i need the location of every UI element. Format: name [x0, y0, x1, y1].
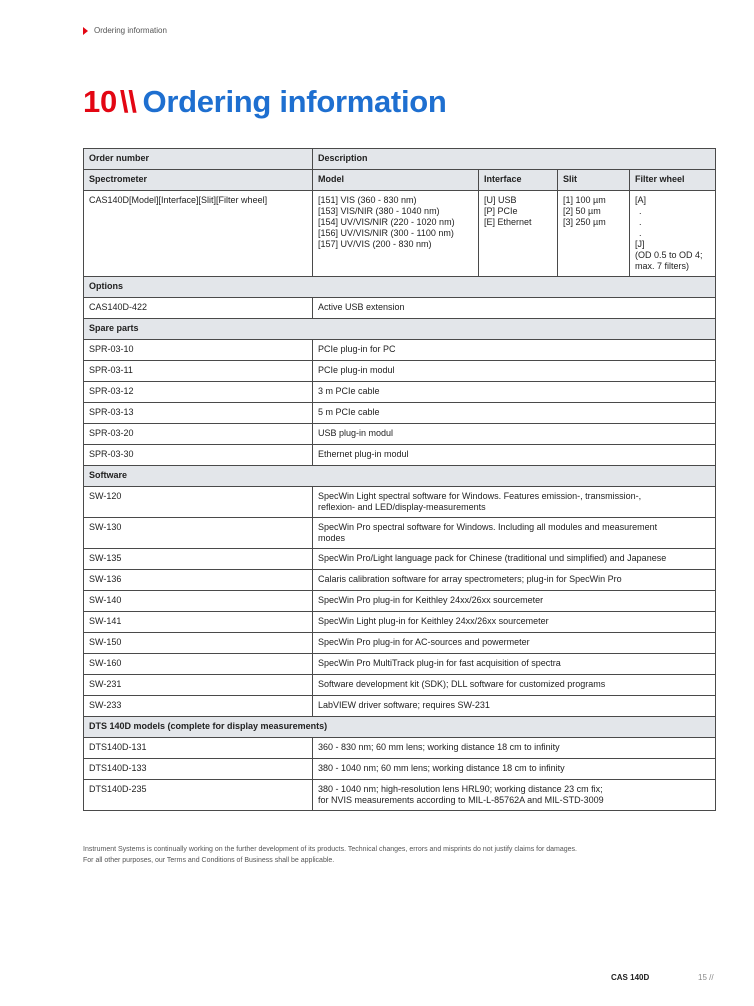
- order-code: SPR-03-12: [84, 382, 313, 403]
- description-line: reflexion- and LED/display-measurements: [318, 502, 486, 512]
- table-row: [84, 570, 716, 591]
- section-header-options: [84, 277, 716, 298]
- header-interface: Interface: [479, 170, 558, 191]
- order-description: [313, 780, 716, 811]
- table-row: [84, 298, 716, 319]
- order-code: SW-141: [84, 612, 313, 633]
- header-description: Description: [313, 149, 716, 170]
- model-item: [157] UV/VIS (200 - 830 nm): [318, 239, 432, 249]
- table-row: [84, 591, 716, 612]
- header-slit: Slit: [558, 170, 630, 191]
- filter-item: .: [639, 217, 642, 227]
- order-code: SW-160: [84, 654, 313, 675]
- table-row: [84, 487, 716, 518]
- order-description: Ethernet plug-in modul: [313, 445, 716, 466]
- order-code: DTS140D-131: [84, 738, 313, 759]
- interface-item: [U] USB: [484, 195, 517, 205]
- header-row: [84, 149, 716, 170]
- order-description: SpecWin Pro/Light language pack for Chinese (traditional und simplified) and Japanese: [313, 549, 716, 570]
- order-code: SW-150: [84, 633, 313, 654]
- model-item: [154] UV/VIS/NIR (220 - 1020 nm): [318, 217, 455, 227]
- table-row: [84, 361, 716, 382]
- footnote-line: Instrument Systems is continually working on the further development of its products. Technical changes, errors and misprints do not justify claims for damages.: [83, 846, 577, 853]
- table-row: [84, 382, 716, 403]
- order-code: SPR-03-20: [84, 424, 313, 445]
- footnote: [83, 844, 723, 866]
- order-description: Calaris calibration software for array spectrometers; plug-in for SpecWin Pro: [313, 570, 716, 591]
- table-row: [84, 675, 716, 696]
- order-description: PCIe plug-in for PC: [313, 340, 716, 361]
- breadcrumb-label: Ordering information: [94, 26, 167, 35]
- order-code: SPR-03-30: [84, 445, 313, 466]
- page-title: [83, 84, 447, 120]
- filter-wheel-list: [630, 191, 716, 277]
- order-description: [313, 487, 716, 518]
- order-description: 5 m PCIe cable: [313, 403, 716, 424]
- order-code: SW-140: [84, 591, 313, 612]
- order-code: CAS140D-422: [84, 298, 313, 319]
- order-description: SpecWin Pro MultiTrack plug-in for fast acquisition of spectra: [313, 654, 716, 675]
- filter-item: .: [639, 206, 642, 216]
- footer-product-name: CAS 140D: [611, 973, 650, 982]
- section-separator: \\: [119, 84, 137, 119]
- model-item: [153] VIS/NIR (380 - 1040 nm): [318, 206, 440, 216]
- order-description: 360 - 830 nm; 60 mm lens; working distance 18 cm to infinity: [313, 738, 716, 759]
- slit-list: [558, 191, 630, 277]
- order-description: Active USB extension: [313, 298, 716, 319]
- order-description: 380 - 1040 nm; 60 mm lens; working distance 18 cm to infinity: [313, 759, 716, 780]
- order-code: SW-135: [84, 549, 313, 570]
- section-number: 10: [83, 84, 117, 119]
- order-description: SpecWin Light plug-in for Keithley 24xx/26xx sourcemeter: [313, 612, 716, 633]
- description-line: modes: [318, 533, 346, 543]
- triangle-right-icon: [83, 27, 88, 35]
- table-row: [84, 633, 716, 654]
- table-row: [84, 445, 716, 466]
- order-code: DTS140D-235: [84, 780, 313, 811]
- section-header-spare-parts: [84, 319, 716, 340]
- footnote-line: For all other purposes, our Terms and Conditions of Business shall be applicable.: [83, 857, 335, 864]
- order-code: SW-120: [84, 487, 313, 518]
- filter-item: max. 7 filters): [635, 261, 690, 271]
- interface-item: [P] PCIe: [484, 206, 518, 216]
- description-line: SpecWin Pro spectral software for Windows. Including all modules and measurement: [318, 522, 658, 532]
- order-code: DTS140D-133: [84, 759, 313, 780]
- order-description: SpecWin Pro plug-in for AC-sources and powermeter: [313, 633, 716, 654]
- header-spectrometer: Spectrometer: [84, 170, 313, 191]
- filter-item: [A]: [635, 195, 647, 205]
- table-row: [84, 403, 716, 424]
- order-code: SW-231: [84, 675, 313, 696]
- section-title: Ordering information: [142, 84, 447, 119]
- section-title-options: Options: [84, 277, 716, 298]
- model-list: [313, 191, 479, 277]
- order-code: SPR-03-11: [84, 361, 313, 382]
- interface-item: [E] Ethernet: [484, 217, 532, 227]
- breadcrumb: [83, 26, 167, 35]
- slit-item: [1] 100 µm: [563, 195, 606, 205]
- order-code: SPR-03-13: [84, 403, 313, 424]
- order-code: SW-130: [84, 518, 313, 549]
- table-row: [84, 780, 716, 811]
- order-description: SpecWin Pro plug-in for Keithley 24xx/26xx sourcemeter: [313, 591, 716, 612]
- order-description: 3 m PCIe cable: [313, 382, 716, 403]
- table-row: [84, 424, 716, 445]
- description-line: 380 - 1040 nm; high-resolution lens HRL90; working distance 23 cm fix;: [318, 784, 603, 794]
- section-header-software: [84, 466, 716, 487]
- table-row: [84, 759, 716, 780]
- subheader-row: [84, 170, 716, 191]
- table-row: [84, 549, 716, 570]
- model-item: [151] VIS (360 - 830 nm): [318, 195, 417, 205]
- spectrometer-row: [84, 191, 716, 277]
- table-row: [84, 518, 716, 549]
- spectrometer-code: CAS140D[Model][Interface][Slit][Filter wheel]: [84, 191, 313, 277]
- header-order-number: Order number: [84, 149, 313, 170]
- slit-item: [3] 250 µm: [563, 217, 606, 227]
- order-description: USB plug-in modul: [313, 424, 716, 445]
- model-item: [156] UV/VIS/NIR (300 - 1100 nm): [318, 228, 454, 238]
- order-code: SW-136: [84, 570, 313, 591]
- table-row: [84, 696, 716, 717]
- order-description: LabVIEW driver software; requires SW-231: [313, 696, 716, 717]
- section-title-software: Software: [84, 466, 716, 487]
- footer-page-number: 15 //: [698, 973, 714, 982]
- ordering-table: [83, 148, 716, 811]
- slit-item: [2] 50 µm: [563, 206, 601, 216]
- filter-item: .: [639, 228, 642, 238]
- table-row: [84, 612, 716, 633]
- description-line: for NVIS measurements according to MIL-L-85762A and MIL-STD-3009: [318, 795, 604, 805]
- order-description: Software development kit (SDK); DLL software for customized programs: [313, 675, 716, 696]
- order-code: SW-233: [84, 696, 313, 717]
- order-description: [313, 518, 716, 549]
- description-line: SpecWin Light spectral software for Windows. Features emission-, transmission-,: [318, 491, 642, 501]
- order-description: PCIe plug-in modul: [313, 361, 716, 382]
- section-header-dts: [84, 717, 716, 738]
- order-code: SPR-03-10: [84, 340, 313, 361]
- table-row: [84, 654, 716, 675]
- section-title-spare-parts: Spare parts: [84, 319, 716, 340]
- filter-item: (OD 0.5 to OD 4;: [635, 250, 703, 260]
- section-title-dts: DTS 140D models (complete for display measurements): [84, 717, 716, 738]
- table-row: [84, 340, 716, 361]
- table-row: [84, 738, 716, 759]
- interface-list: [479, 191, 558, 277]
- header-filter-wheel: Filter wheel: [630, 170, 716, 191]
- filter-item: [J]: [635, 239, 645, 249]
- header-model: Model: [313, 170, 479, 191]
